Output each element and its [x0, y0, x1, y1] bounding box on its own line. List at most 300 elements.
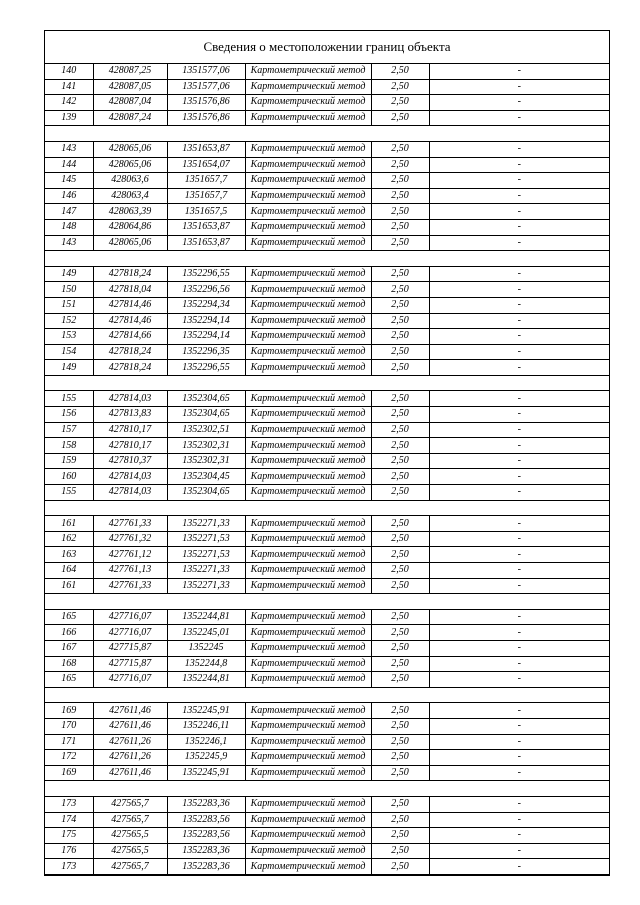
- x-coordinate-cell: 427611,46: [93, 765, 167, 781]
- method-cell: Картометрический метод: [245, 828, 371, 844]
- accuracy-cell: 2,50: [371, 407, 429, 423]
- table-row: [45, 469, 609, 485]
- description-cell: -: [429, 718, 609, 734]
- method-cell: Картометрический метод: [245, 344, 371, 360]
- table-title: Сведения о местоположении границ объекта: [45, 31, 609, 64]
- group-separator-row: [45, 687, 609, 703]
- accuracy-cell: 2,50: [371, 531, 429, 547]
- point-number-cell: 144: [45, 157, 93, 173]
- accuracy-cell: 2,50: [371, 734, 429, 750]
- method-cell: Картометрический метод: [245, 204, 371, 220]
- description-cell: -: [429, 188, 609, 204]
- x-coordinate-cell: 427611,46: [93, 703, 167, 719]
- table-row: [45, 563, 609, 579]
- method-cell: Картометрический метод: [245, 391, 371, 407]
- y-coordinate-cell: 1352296,55: [167, 360, 245, 376]
- y-coordinate-cell: 1351576,86: [167, 95, 245, 111]
- description-cell: -: [429, 765, 609, 781]
- point-number-cell: 161: [45, 578, 93, 594]
- accuracy-cell: 2,50: [371, 563, 429, 579]
- table-row: [45, 734, 609, 750]
- point-number-cell: 155: [45, 391, 93, 407]
- description-cell: -: [429, 438, 609, 454]
- description-cell: -: [429, 266, 609, 282]
- y-coordinate-cell: 1352244,81: [167, 672, 245, 688]
- description-cell: -: [429, 828, 609, 844]
- point-number-cell: 141: [45, 79, 93, 95]
- table-row: [45, 438, 609, 454]
- y-coordinate-cell: 1352302,31: [167, 438, 245, 454]
- method-cell: Картометрический метод: [245, 703, 371, 719]
- x-coordinate-cell: 427814,46: [93, 297, 167, 313]
- method-cell: Картометрический метод: [245, 282, 371, 298]
- group-separator-row: [45, 375, 609, 391]
- method-cell: Картометрический метод: [245, 672, 371, 688]
- accuracy-cell: 2,50: [371, 703, 429, 719]
- table-row: [45, 313, 609, 329]
- method-cell: Картометрический метод: [245, 110, 371, 126]
- table-row: [45, 79, 609, 95]
- point-number-cell: 159: [45, 453, 93, 469]
- point-number-cell: 152: [45, 313, 93, 329]
- method-cell: Картометрический метод: [245, 625, 371, 641]
- accuracy-cell: 2,50: [371, 141, 429, 157]
- separator-cell: [45, 500, 609, 516]
- description-cell: -: [429, 640, 609, 656]
- method-cell: Картометрический метод: [245, 750, 371, 766]
- table-row: [45, 516, 609, 532]
- accuracy-cell: 2,50: [371, 516, 429, 532]
- x-coordinate-cell: 428065,06: [93, 157, 167, 173]
- x-coordinate-cell: 427565,7: [93, 812, 167, 828]
- point-number-cell: 162: [45, 531, 93, 547]
- separator-cell: [45, 781, 609, 797]
- method-cell: Картометрический метод: [245, 859, 371, 875]
- method-cell: Картометрический метод: [245, 422, 371, 438]
- method-cell: Картометрический метод: [245, 469, 371, 485]
- y-coordinate-cell: 1352271,53: [167, 531, 245, 547]
- method-cell: Картометрический метод: [245, 843, 371, 859]
- accuracy-cell: 2,50: [371, 672, 429, 688]
- point-number-cell: 156: [45, 407, 93, 423]
- description-cell: -: [429, 531, 609, 547]
- x-coordinate-cell: 428087,24: [93, 110, 167, 126]
- description-cell: -: [429, 157, 609, 173]
- x-coordinate-cell: 427818,04: [93, 282, 167, 298]
- x-coordinate-cell: 427810,37: [93, 453, 167, 469]
- x-coordinate-cell: 427818,24: [93, 360, 167, 376]
- table-row: [45, 609, 609, 625]
- point-number-cell: 146: [45, 188, 93, 204]
- accuracy-cell: 2,50: [371, 235, 429, 251]
- accuracy-cell: 2,50: [371, 344, 429, 360]
- description-cell: -: [429, 95, 609, 111]
- description-cell: -: [429, 812, 609, 828]
- x-coordinate-cell: 427761,33: [93, 516, 167, 532]
- table-row: [45, 547, 609, 563]
- x-coordinate-cell: 427716,07: [93, 672, 167, 688]
- x-coordinate-cell: 427565,5: [93, 828, 167, 844]
- point-number-cell: 149: [45, 266, 93, 282]
- method-cell: Картометрический метод: [245, 235, 371, 251]
- point-number-cell: 139: [45, 110, 93, 126]
- table-row: [45, 812, 609, 828]
- description-cell: -: [429, 485, 609, 501]
- y-coordinate-cell: 1352245: [167, 640, 245, 656]
- separator-cell: [45, 126, 609, 142]
- group-separator-row: [45, 500, 609, 516]
- point-number-cell: 166: [45, 625, 93, 641]
- group-separator-row: [45, 126, 609, 142]
- y-coordinate-cell: 1351654,07: [167, 157, 245, 173]
- x-coordinate-cell: 428063,39: [93, 204, 167, 220]
- point-number-cell: 151: [45, 297, 93, 313]
- accuracy-cell: 2,50: [371, 828, 429, 844]
- method-cell: Картометрический метод: [245, 141, 371, 157]
- y-coordinate-cell: 1352294,34: [167, 297, 245, 313]
- description-cell: -: [429, 219, 609, 235]
- method-cell: Картометрический метод: [245, 173, 371, 189]
- description-cell: -: [429, 64, 609, 79]
- table-row: [45, 625, 609, 641]
- group-separator-row: [45, 594, 609, 610]
- y-coordinate-cell: 1352246,11: [167, 718, 245, 734]
- method-cell: Картометрический метод: [245, 718, 371, 734]
- accuracy-cell: 2,50: [371, 438, 429, 454]
- table-row: [45, 765, 609, 781]
- x-coordinate-cell: 427565,7: [93, 796, 167, 812]
- table-row: [45, 329, 609, 345]
- y-coordinate-cell: 1352283,36: [167, 859, 245, 875]
- x-coordinate-cell: 427813,83: [93, 407, 167, 423]
- description-cell: -: [429, 297, 609, 313]
- y-coordinate-cell: 1352245,01: [167, 625, 245, 641]
- y-coordinate-cell: 1351657,7: [167, 188, 245, 204]
- table-row: [45, 204, 609, 220]
- y-coordinate-cell: 1352304,65: [167, 485, 245, 501]
- x-coordinate-cell: 428063,4: [93, 188, 167, 204]
- method-cell: Картометрический метод: [245, 95, 371, 111]
- x-coordinate-cell: 428064,86: [93, 219, 167, 235]
- accuracy-cell: 2,50: [371, 173, 429, 189]
- accuracy-cell: 2,50: [371, 843, 429, 859]
- x-coordinate-cell: 427814,46: [93, 313, 167, 329]
- method-cell: Картометрический метод: [245, 516, 371, 532]
- y-coordinate-cell: 1351576,86: [167, 110, 245, 126]
- accuracy-cell: 2,50: [371, 282, 429, 298]
- y-coordinate-cell: 1352244,81: [167, 609, 245, 625]
- description-cell: -: [429, 656, 609, 672]
- y-coordinate-cell: 1352302,31: [167, 453, 245, 469]
- method-cell: Картометрический метод: [245, 547, 371, 563]
- description-cell: -: [429, 391, 609, 407]
- table-row: [45, 157, 609, 173]
- table-row: [45, 640, 609, 656]
- method-cell: Картометрический метод: [245, 578, 371, 594]
- y-coordinate-cell: 1352296,35: [167, 344, 245, 360]
- coordinates-table: [45, 64, 609, 875]
- point-number-cell: 173: [45, 859, 93, 875]
- accuracy-cell: 2,50: [371, 469, 429, 485]
- y-coordinate-cell: 1351657,5: [167, 204, 245, 220]
- table-row: [45, 344, 609, 360]
- description-cell: -: [429, 282, 609, 298]
- y-coordinate-cell: 1351653,87: [167, 141, 245, 157]
- table-row: [45, 703, 609, 719]
- method-cell: Картометрический метод: [245, 796, 371, 812]
- x-coordinate-cell: 428087,25: [93, 64, 167, 79]
- method-cell: Картометрический метод: [245, 219, 371, 235]
- method-cell: Картометрический метод: [245, 609, 371, 625]
- point-number-cell: 145: [45, 173, 93, 189]
- y-coordinate-cell: 1352294,14: [167, 329, 245, 345]
- point-number-cell: 175: [45, 828, 93, 844]
- table-row: [45, 750, 609, 766]
- method-cell: Картометрический метод: [245, 438, 371, 454]
- description-cell: -: [429, 453, 609, 469]
- table-row: [45, 95, 609, 111]
- group-separator-row: [45, 251, 609, 267]
- y-coordinate-cell: 1352296,55: [167, 266, 245, 282]
- x-coordinate-cell: 427565,5: [93, 843, 167, 859]
- accuracy-cell: 2,50: [371, 656, 429, 672]
- description-cell: -: [429, 422, 609, 438]
- y-coordinate-cell: 1352245,9: [167, 750, 245, 766]
- table-row: [45, 859, 609, 875]
- description-cell: -: [429, 79, 609, 95]
- x-coordinate-cell: 428065,06: [93, 141, 167, 157]
- separator-cell: [45, 594, 609, 610]
- point-number-cell: 143: [45, 235, 93, 251]
- description-cell: -: [429, 141, 609, 157]
- description-cell: -: [429, 204, 609, 220]
- method-cell: Картометрический метод: [245, 360, 371, 376]
- y-coordinate-cell: 1352283,36: [167, 796, 245, 812]
- x-coordinate-cell: 427814,03: [93, 485, 167, 501]
- method-cell: Картометрический метод: [245, 79, 371, 95]
- accuracy-cell: 2,50: [371, 453, 429, 469]
- point-number-cell: 154: [45, 344, 93, 360]
- accuracy-cell: 2,50: [371, 750, 429, 766]
- description-cell: -: [429, 563, 609, 579]
- table-row: [45, 235, 609, 251]
- description-cell: -: [429, 235, 609, 251]
- description-cell: -: [429, 469, 609, 485]
- description-cell: -: [429, 609, 609, 625]
- method-cell: Картометрический метод: [245, 329, 371, 345]
- method-cell: Картометрический метод: [245, 453, 371, 469]
- y-coordinate-cell: 1352245,91: [167, 703, 245, 719]
- y-coordinate-cell: 1352245,91: [167, 765, 245, 781]
- point-number-cell: 169: [45, 765, 93, 781]
- method-cell: Картометрический метод: [245, 297, 371, 313]
- point-number-cell: 153: [45, 329, 93, 345]
- point-number-cell: 170: [45, 718, 93, 734]
- accuracy-cell: 2,50: [371, 812, 429, 828]
- accuracy-cell: 2,50: [371, 547, 429, 563]
- y-coordinate-cell: 1352246,1: [167, 734, 245, 750]
- accuracy-cell: 2,50: [371, 485, 429, 501]
- method-cell: Картометрический метод: [245, 531, 371, 547]
- point-number-cell: 161: [45, 516, 93, 532]
- description-cell: -: [429, 796, 609, 812]
- point-number-cell: 140: [45, 64, 93, 79]
- y-coordinate-cell: 1352271,33: [167, 578, 245, 594]
- table-row: [45, 672, 609, 688]
- table-row: [45, 828, 609, 844]
- x-coordinate-cell: 427814,03: [93, 469, 167, 485]
- method-cell: Картометрический метод: [245, 266, 371, 282]
- point-number-cell: 142: [45, 95, 93, 111]
- table-row: [45, 843, 609, 859]
- description-cell: -: [429, 734, 609, 750]
- description-cell: -: [429, 672, 609, 688]
- table-row: [45, 188, 609, 204]
- description-cell: -: [429, 110, 609, 126]
- x-coordinate-cell: 427716,07: [93, 625, 167, 641]
- y-coordinate-cell: 1351657,7: [167, 173, 245, 189]
- accuracy-cell: 2,50: [371, 266, 429, 282]
- table-row: [45, 219, 609, 235]
- point-number-cell: 173: [45, 796, 93, 812]
- x-coordinate-cell: 427814,66: [93, 329, 167, 345]
- table-row: [45, 297, 609, 313]
- group-separator-row: [45, 781, 609, 797]
- method-cell: Картометрический метод: [245, 765, 371, 781]
- table-row: [45, 531, 609, 547]
- description-cell: -: [429, 360, 609, 376]
- y-coordinate-cell: 1352304,45: [167, 469, 245, 485]
- point-number-cell: 150: [45, 282, 93, 298]
- x-coordinate-cell: 427761,32: [93, 531, 167, 547]
- table-row: [45, 485, 609, 501]
- accuracy-cell: 2,50: [371, 157, 429, 173]
- point-number-cell: 143: [45, 141, 93, 157]
- table-row: [45, 360, 609, 376]
- separator-cell: [45, 687, 609, 703]
- accuracy-cell: 2,50: [371, 391, 429, 407]
- y-coordinate-cell: 1352283,56: [167, 828, 245, 844]
- y-coordinate-cell: 1352271,53: [167, 547, 245, 563]
- point-number-cell: 169: [45, 703, 93, 719]
- y-coordinate-cell: 1352271,33: [167, 516, 245, 532]
- point-number-cell: 171: [45, 734, 93, 750]
- accuracy-cell: 2,50: [371, 640, 429, 656]
- table-row: [45, 266, 609, 282]
- x-coordinate-cell: 427761,13: [93, 563, 167, 579]
- boundary-table-frame: [44, 30, 610, 876]
- point-number-cell: 172: [45, 750, 93, 766]
- accuracy-cell: 2,50: [371, 796, 429, 812]
- description-cell: -: [429, 750, 609, 766]
- y-coordinate-cell: 1352294,14: [167, 313, 245, 329]
- separator-cell: [45, 375, 609, 391]
- x-coordinate-cell: 428063,6: [93, 173, 167, 189]
- accuracy-cell: 2,50: [371, 578, 429, 594]
- point-number-cell: 160: [45, 469, 93, 485]
- point-number-cell: 176: [45, 843, 93, 859]
- method-cell: Картометрический метод: [245, 485, 371, 501]
- point-number-cell: 147: [45, 204, 93, 220]
- x-coordinate-cell: 427818,24: [93, 266, 167, 282]
- table-row: [45, 796, 609, 812]
- accuracy-cell: 2,50: [371, 609, 429, 625]
- point-number-cell: 165: [45, 672, 93, 688]
- description-cell: -: [429, 407, 609, 423]
- method-cell: Картометрический метод: [245, 407, 371, 423]
- table-row: [45, 141, 609, 157]
- method-cell: Картометрический метод: [245, 313, 371, 329]
- point-number-cell: 157: [45, 422, 93, 438]
- point-number-cell: 158: [45, 438, 93, 454]
- table-row: [45, 656, 609, 672]
- point-number-cell: 174: [45, 812, 93, 828]
- table-row: [45, 64, 609, 79]
- point-number-cell: 165: [45, 609, 93, 625]
- y-coordinate-cell: 1351653,87: [167, 219, 245, 235]
- point-number-cell: 149: [45, 360, 93, 376]
- x-coordinate-cell: 427818,24: [93, 344, 167, 360]
- method-cell: Картометрический метод: [245, 640, 371, 656]
- method-cell: Картометрический метод: [245, 157, 371, 173]
- accuracy-cell: 2,50: [371, 422, 429, 438]
- table-row: [45, 407, 609, 423]
- x-coordinate-cell: 428087,05: [93, 79, 167, 95]
- y-coordinate-cell: 1351577,06: [167, 64, 245, 79]
- y-coordinate-cell: 1351653,87: [167, 235, 245, 251]
- table-row: [45, 282, 609, 298]
- x-coordinate-cell: 427761,33: [93, 578, 167, 594]
- method-cell: Картометрический метод: [245, 812, 371, 828]
- description-cell: -: [429, 625, 609, 641]
- coordinates-table-body: [45, 64, 609, 874]
- point-number-cell: 163: [45, 547, 93, 563]
- description-cell: -: [429, 313, 609, 329]
- accuracy-cell: 2,50: [371, 718, 429, 734]
- y-coordinate-cell: 1352271,33: [167, 563, 245, 579]
- x-coordinate-cell: 427565,7: [93, 859, 167, 875]
- description-cell: -: [429, 547, 609, 563]
- x-coordinate-cell: 427761,12: [93, 547, 167, 563]
- table-row: [45, 110, 609, 126]
- x-coordinate-cell: 427611,26: [93, 750, 167, 766]
- accuracy-cell: 2,50: [371, 110, 429, 126]
- accuracy-cell: 2,50: [371, 219, 429, 235]
- description-cell: -: [429, 578, 609, 594]
- point-number-cell: 148: [45, 219, 93, 235]
- table-row: [45, 422, 609, 438]
- description-cell: -: [429, 843, 609, 859]
- accuracy-cell: 2,50: [371, 64, 429, 79]
- x-coordinate-cell: 427810,17: [93, 438, 167, 454]
- y-coordinate-cell: 1352302,51: [167, 422, 245, 438]
- description-cell: -: [429, 173, 609, 189]
- table-row: [45, 718, 609, 734]
- x-coordinate-cell: 428065,06: [93, 235, 167, 251]
- description-cell: -: [429, 516, 609, 532]
- y-coordinate-cell: 1352296,56: [167, 282, 245, 298]
- accuracy-cell: 2,50: [371, 765, 429, 781]
- accuracy-cell: 2,50: [371, 313, 429, 329]
- x-coordinate-cell: 427814,03: [93, 391, 167, 407]
- method-cell: Картометрический метод: [245, 563, 371, 579]
- x-coordinate-cell: 427611,26: [93, 734, 167, 750]
- table-row: [45, 173, 609, 189]
- accuracy-cell: 2,50: [371, 79, 429, 95]
- accuracy-cell: 2,50: [371, 95, 429, 111]
- x-coordinate-cell: 427715,87: [93, 640, 167, 656]
- table-row: [45, 391, 609, 407]
